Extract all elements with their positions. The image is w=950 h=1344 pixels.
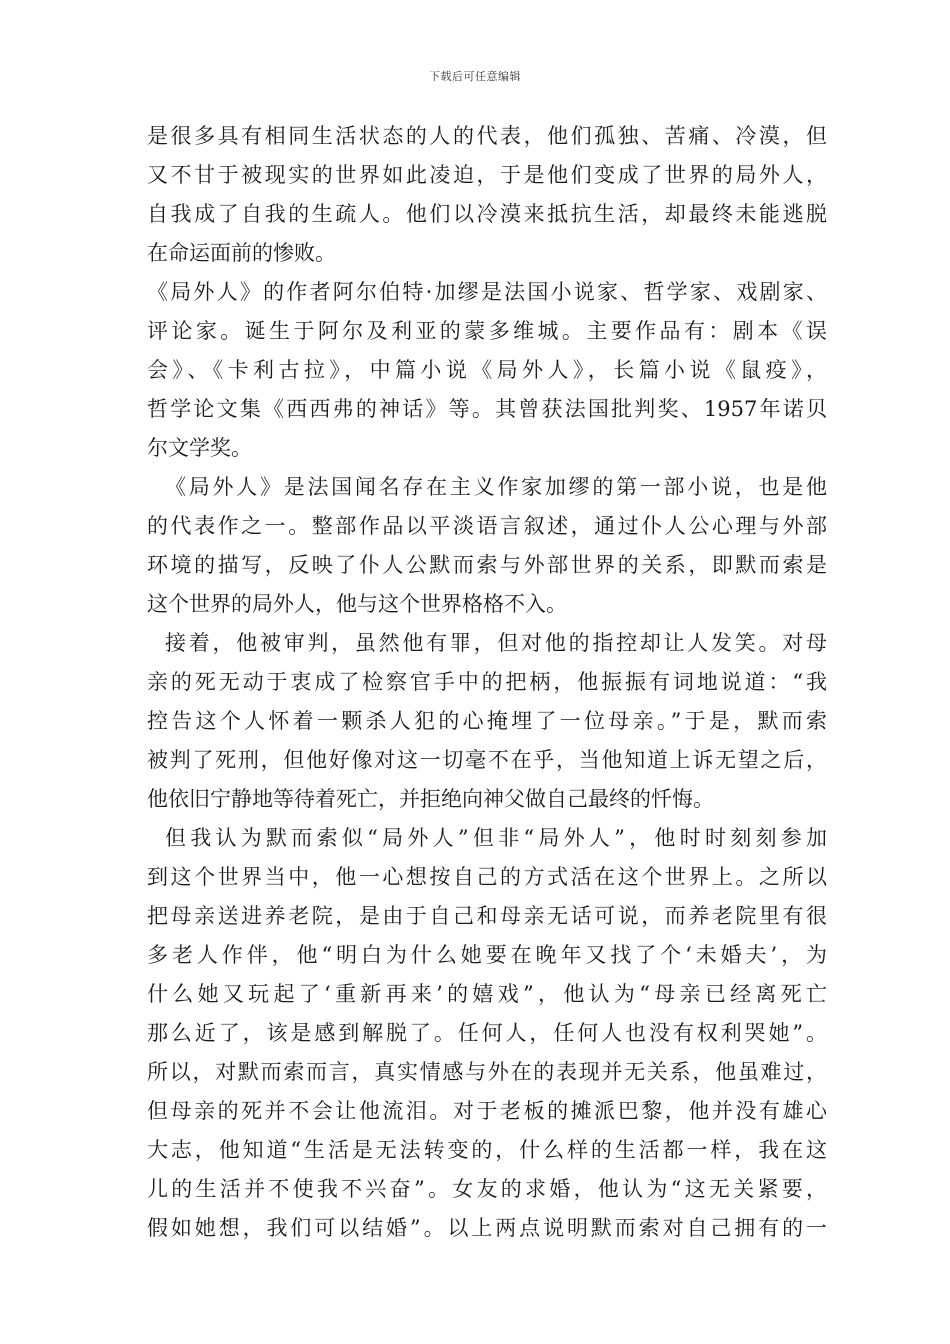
text-line: 自我成了自我的生疏人。他们以冷漠来抵抗生活，却最终未能逃脱 — [147, 202, 827, 226]
text-line: 什么她又玩起了‘重新再来’的嬉戏”，他认为“母亲已经离死亡 — [147, 982, 827, 1006]
text-line: 《局外人》的作者阿尔伯特·加缪是法国小说家、哲学家、戏剧家、 — [147, 280, 827, 304]
paragraph-2 — [147, 273, 827, 468]
text-line: 亲的死无动于衷成了检察官手中的把柄，他振振有词地说道：“我 — [147, 670, 827, 694]
paragraph-4 — [147, 624, 827, 819]
text-line: 是很多具有相同生活状态的人的代表，他们孤独、苦痛、冷漠，但 — [147, 124, 827, 148]
text-line: 假如她想，我们可以结婚”。以上两点说明默而索对自己拥有的一 — [147, 1216, 827, 1240]
paragraph-1 — [147, 117, 827, 273]
text-line: 但母亲的死并不会让他流泪。对于老板的摊派巴黎，他并没有雄心 — [147, 1099, 827, 1123]
text-line: 又不甘于被现实的世界如此凌迫，于是他们变成了世界的局外人， — [147, 163, 827, 187]
text-line: 多老人作伴，他“明白为什么她要在晚年又找了个‘未婚夫’，为 — [147, 943, 827, 967]
text-line: 接着，他被审判，虽然他有罪，但对他的指控却让人发笑。对母 — [165, 631, 827, 655]
text-line: 这个世界的局外人，他与这个世界格格不入。 — [147, 592, 567, 616]
text-line: 会》、《卡利古拉》，中篇小说《局外人》，长篇小说《鼠疫》， — [147, 358, 827, 382]
text-line: 在命运面前的惨败。 — [147, 241, 336, 265]
paragraph-3 — [147, 468, 827, 624]
text-line: 儿的生活并不使我不兴奋”。女友的求婚，他认为“这无关紧要， — [147, 1177, 827, 1201]
text-line: 到这个世界当中，他一心想按自己的方式活在这个世界上。之所以 — [147, 865, 827, 889]
text-line: 哲学论文集《西西弗的神话》等。其曾获法国批判奖、1957年诺贝 — [147, 397, 827, 421]
text-line: 的代表作之一。整部作品以平淡语言叙述，通过仆人公心理与外部 — [147, 514, 827, 538]
text-line: 大志，他知道“生活是无法转变的，什么样的生活都一样，我在这 — [147, 1138, 827, 1162]
text-line: 尔文学奖。 — [147, 436, 252, 460]
text-line: 那么近了，该是感到解脱了。任何人，任何人也没有权利哭她”。 — [147, 1021, 827, 1045]
document-body — [147, 117, 827, 1248]
text-line: 环境的描写，反映了仆人公默而索与外部世界的关系，即默而索是 — [147, 553, 827, 577]
text-line: 被判了死刑，但他好像对这一切毫不在乎，当他知道上诉无望之后， — [147, 748, 827, 772]
text-line: 所以，对默而索而言，真实情感与外在的表现并无关系，他虽难过， — [147, 1060, 827, 1084]
text-line: 评论家。诞生于阿尔及利亚的蒙多维城。主要作品有：剧本《误 — [147, 319, 827, 343]
text-line: 他依旧宁静地等待着死亡，并拒绝向神父做自己最终的忏悔。 — [147, 787, 714, 811]
text-line: 《局外人》是法国闻名存在主义作家加缪的第一部小说，也是他 — [165, 475, 827, 499]
paragraph-5 — [147, 819, 827, 1248]
text-line: 控告这个人怀着一颗杀人犯的心掩埋了一位母亲。”于是，默而索 — [147, 709, 827, 733]
text-line: 把母亲送进养老院，是由于自己和母亲无话可说，而养老院里有很 — [147, 904, 827, 928]
text-line: 但我认为默而索似“局外人”但非“局外人”，他时时刻刻参加 — [165, 826, 827, 850]
page-header: 下载后可任意编辑 — [429, 70, 521, 83]
